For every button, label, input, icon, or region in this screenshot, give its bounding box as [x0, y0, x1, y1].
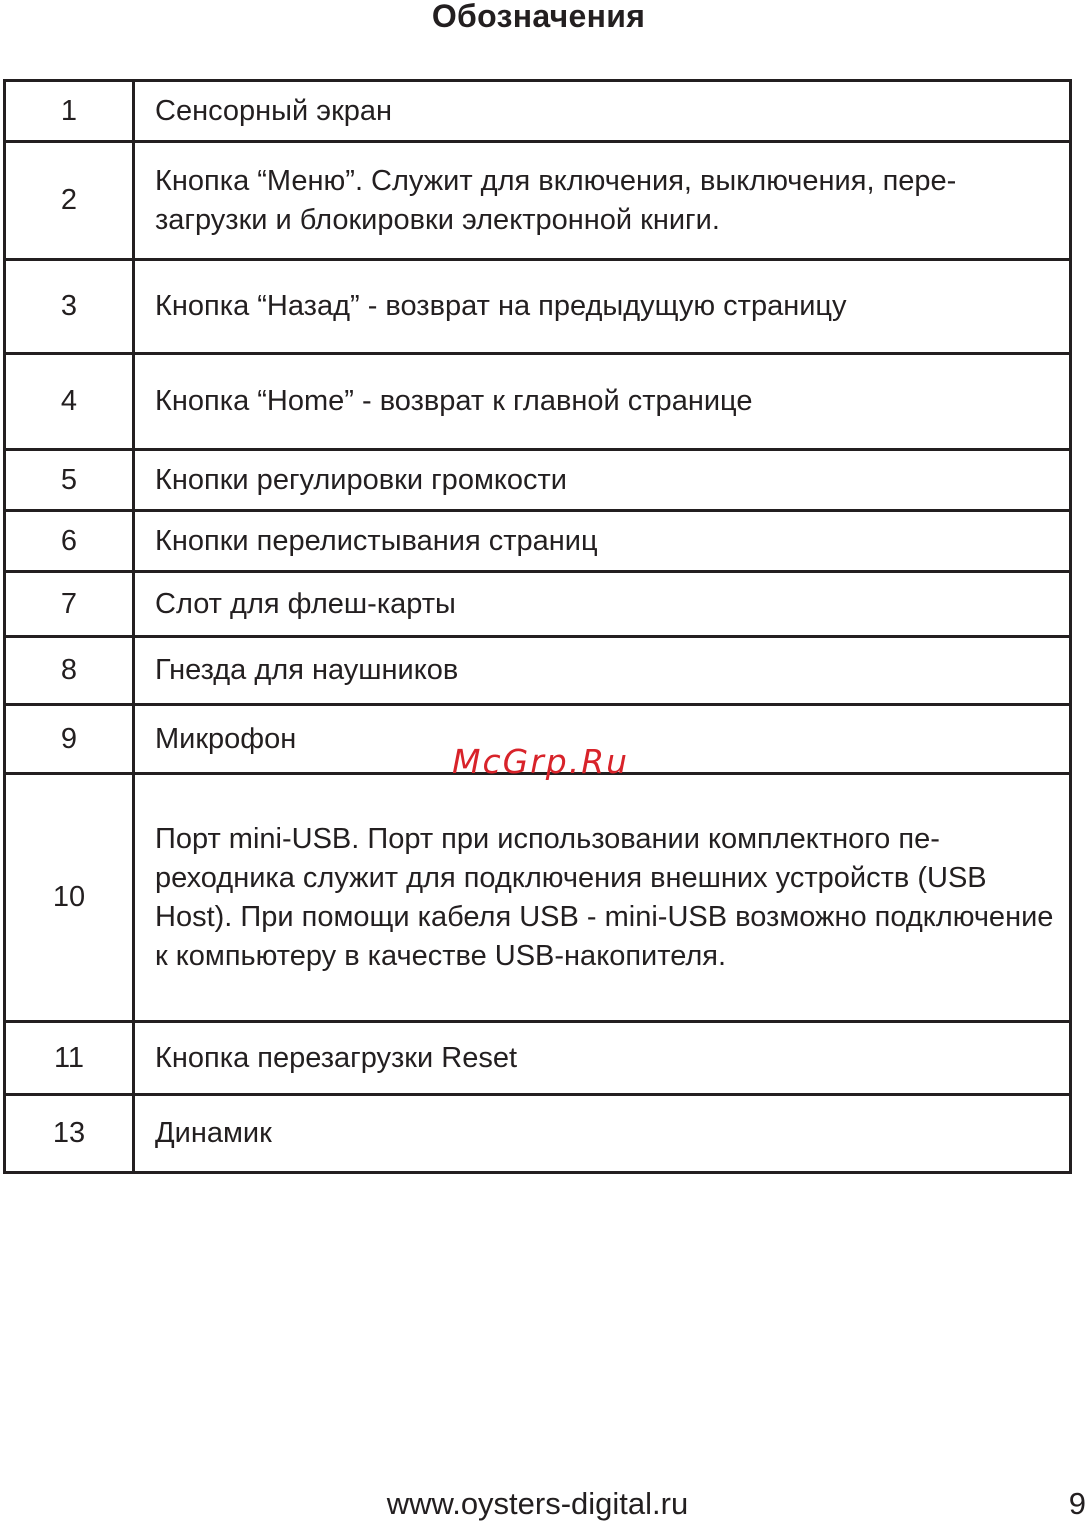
table-row: [5, 81, 1071, 142]
table-row: [5, 450, 1071, 511]
row-description: Кнопка перезагрузки Reset: [134, 1022, 1071, 1095]
row-description: Кнопка “Назад” - возврат на предыдущую страницу: [134, 260, 1071, 354]
table-row: [5, 354, 1071, 450]
table-row: [5, 260, 1071, 354]
row-number: 10: [5, 774, 134, 1022]
row-description: Кнопки перелистывания страниц: [134, 511, 1071, 572]
table-row: [5, 511, 1071, 572]
page-number: 9: [1068, 1486, 1086, 1521]
table-row: [5, 1095, 1071, 1173]
row-number: 1: [5, 81, 134, 142]
row-description: Порт mini-USB. Порт при использовании комплектного пе-реходника служит для подключения внешних устройств (USB Host). При помощи кабеля USB - mini-USB возможно подключение к компьютеру в качестве USB-накопителя.: [134, 774, 1071, 1022]
table-row: [5, 1022, 1071, 1095]
row-description: Кнопка “Home” - возврат к главной странице: [134, 354, 1071, 450]
row-number: 8: [5, 637, 134, 705]
legend-table: [3, 79, 1072, 1174]
row-description: Кнопка “Меню”. Служит для включения, выключения, пере-загрузки и блокировки электронной книги.: [134, 142, 1071, 260]
row-number: 5: [5, 450, 134, 511]
page-title: Обозначения: [431, 0, 646, 34]
row-number: 7: [5, 572, 134, 637]
row-number: 11: [5, 1022, 134, 1095]
watermark-logo: McGrp.Ru: [452, 742, 630, 781]
row-description: Гнезда для наушников: [134, 637, 1071, 705]
footer-url[interactable]: www.oysters-digital.ru: [386, 1486, 689, 1521]
table-row: [5, 637, 1071, 705]
row-number: 2: [5, 142, 134, 260]
row-description: Сенсорный экран: [134, 81, 1071, 142]
row-number: 3: [5, 260, 134, 354]
row-description: Кнопки регулировки громкости: [134, 450, 1071, 511]
row-number: 13: [5, 1095, 134, 1173]
table-row: [5, 774, 1071, 1022]
row-number: 6: [5, 511, 134, 572]
row-number: 4: [5, 354, 134, 450]
row-description: Микрофон: [134, 705, 1071, 774]
row-number: 9: [5, 705, 134, 774]
row-description: Слот для флеш-карты: [134, 572, 1071, 637]
table-row: [5, 572, 1071, 637]
row-description: Динамик: [134, 1095, 1071, 1173]
table-row: [5, 142, 1071, 260]
